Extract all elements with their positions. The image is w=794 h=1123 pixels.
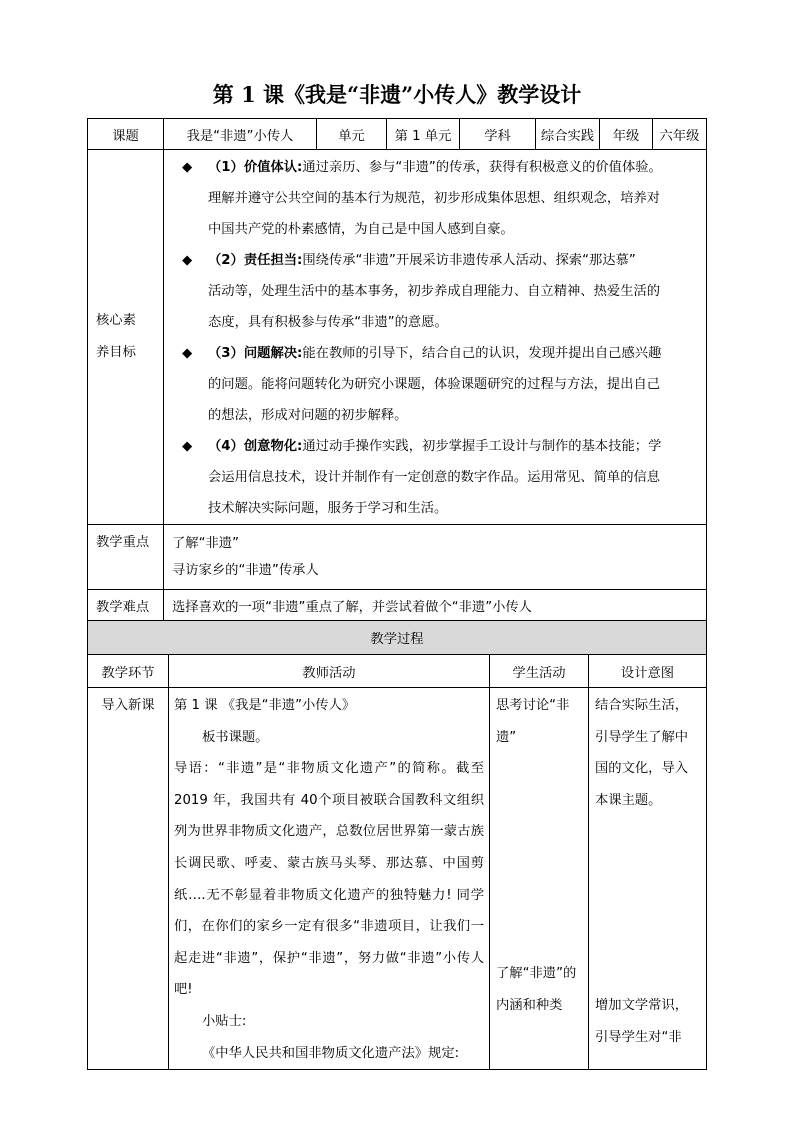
info-row [88,119,707,150]
key-points-row [88,525,707,590]
goal-text: 通过动手操作实践，初步掌握手工设计与制作的基本技能；学 [302,439,662,454]
col-intent: 设计意图 [589,655,707,688]
goal-text: 的想法，形成对问题的初步解释。 [208,408,408,423]
lesson-info-table [87,118,707,621]
goal-item [182,152,698,245]
law-text: 《中华人民共和国非物质文化遗产法》规定: [202,1045,460,1061]
subject-value: 综合实践 [536,119,600,150]
unit-label: 单元 [317,119,387,150]
goal-heading: （3）问题解决: [208,346,303,361]
teacher-activity-cell [169,688,490,1070]
core-goals-content [164,150,707,525]
student-text: 了解“非遗”的内涵和种类 [496,966,577,1013]
core-label-line1: 核心素 [96,313,136,328]
key-point-line: 了解“非遗” [172,536,239,551]
goal-heading: （1）价值体认: [208,160,303,175]
col-teacher: 教师活动 [169,655,490,688]
difficulty-content: 选择喜欢的一项“非遗”重点了解，并尝试着做个“非遗”小传人 [164,590,707,621]
student-activity-cell [490,688,589,1070]
process-title: 教学过程 [88,621,707,655]
design-intent-cell [589,688,707,1070]
goal-text: 中国共产党的朴素感情，为自己是中国人感到自豪。 [208,222,514,237]
key-points-content [164,525,707,590]
tip-label: 小贴士: [202,1013,247,1029]
key-points-label: 教学重点 [88,525,164,590]
goal-text: 能在教师的引导下，结合自己的认识，发现并提出自己感兴趣 [302,346,662,361]
grade-label: 年级 [600,119,653,150]
col-student: 学生活动 [490,655,589,688]
stage-cell: 导入新课 [88,688,169,1070]
core-goals-label [88,150,164,525]
goal-text: 的问题。能将问题转化为研究小课题，体验课题研究的过程与方法，提出自己 [208,377,661,392]
goal-item [182,338,698,431]
goal-text: 活动等，处理生活中的基本事务，初步养成自理能力、自立精神、热爱生活的 [208,284,661,299]
goal-item [182,245,698,338]
key-point-line: 寻访家乡的“非遗”传承人 [172,563,319,578]
lesson-label: 课题 [88,119,164,150]
goal-heading: （4）创意物化: [208,439,303,454]
page-title: 第 1 课《我是“非遗”小传人》教学设计 [212,82,582,107]
goal-text: 技术解决实际问题，服务于学习和生活。 [208,501,448,516]
goal-text: 通过亲历、参与“非遗”的传承，获得有积极意义的价值体验。 [302,160,662,175]
process-title-row [88,621,707,655]
intro-text: 导语：“非遗”是“非物质文化遗产”的简称。截至 2019 年，我国共有 40个项目被联合国教科文组织列为世界非物质文化遗产，总数位居世界第一蒙古族长调民歌、呼麦、蒙古族马头琴、那达慕、中国剪纸….无不彰显着非物质文化遗产的独特魅力! 同学们，在你们的家乡一定有很多“非遗项目，让我们一起走进“非遗”，保护“非遗”，努力做“非遗”小传人吧! [174,761,484,998]
diamond-bullet-icon: ◆ [182,253,193,268]
table-row [88,688,707,1070]
goal-text: 围绕传承“非遗”开展采访非遗传承人活动、探索“那达慕” [302,253,636,268]
goal-heading: （2）责任担当: [208,253,303,268]
board-note: 板书课题。 [202,729,269,745]
goal-text: 理解并遵守公共空间的基本行为规范，初步形成集体思想、组织观念，培养对 [208,191,661,206]
grade-value: 六年级 [653,119,707,150]
goal-text: 态度，具有积极参与传承“非遗”的意愿。 [208,315,448,330]
core-goals-row [88,150,707,525]
diamond-bullet-icon: ◆ [182,160,193,175]
diamond-bullet-icon: ◆ [182,439,193,454]
lesson-value: 我是“非遗”小传人 [164,119,317,150]
col-stage: 教学环节 [88,655,169,688]
subject-label: 学科 [460,119,536,150]
goal-text: 会运用信息技术，设计并制作有一定创意的数字作品。运用常见、简单的信息 [208,470,661,485]
difficulty-row [88,590,707,621]
teaching-process-table [87,620,707,1070]
goal-item [182,431,698,524]
difficulty-label: 教学难点 [88,590,164,621]
intent-text: 结合实际生活，引导学生了解中国的文化，导入本课主题。 [595,698,689,808]
lesson-heading: 第 1 课 《我是“非遗”小传人》 [174,698,356,713]
student-text: 思考讨论“非遗” [496,698,570,745]
unit-value: 第 1 单元 [387,119,460,150]
diamond-bullet-icon: ◆ [182,346,193,361]
intent-text: 增加文学常识，引导学生对“非 [595,998,689,1045]
core-label-line2: 养目标 [96,345,136,360]
process-header-row [88,655,707,688]
